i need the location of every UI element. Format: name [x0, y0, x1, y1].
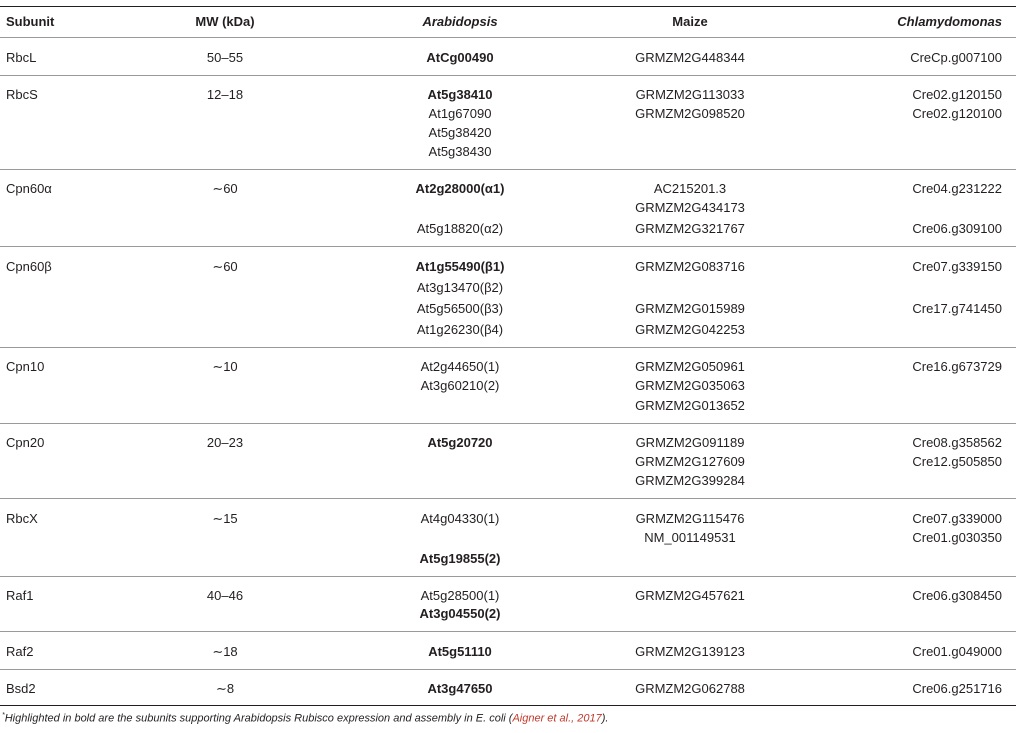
- cell-maize: GRMZM2G050961: [635, 359, 745, 374]
- cell-chlamydomonas: Cre02.g120100: [912, 106, 1002, 121]
- cell-mw: 40–46: [206, 588, 244, 603]
- table-top-rule: [0, 6, 1016, 7]
- cell-subunit: Raf2: [6, 644, 34, 659]
- cell-maize: GRMZM2G083716: [635, 259, 745, 274]
- header-mw: MW (kDa): [195, 14, 255, 29]
- header-rule: [0, 37, 1016, 38]
- row-divider: [0, 246, 1016, 247]
- cell-maize: GRMZM2G042253: [635, 322, 745, 337]
- cell-arabidopsis: At3g04550(2): [419, 606, 501, 621]
- footnote-citation-link[interactable]: Aigner et al., 2017: [512, 712, 602, 725]
- row-divider: [0, 669, 1016, 670]
- cell-arabidopsis: At5g38420: [428, 125, 492, 140]
- cell-maize: GRMZM2G091189: [635, 435, 745, 450]
- cell-arabidopsis: AtCg00490: [426, 50, 494, 65]
- footnote-marker: *: [2, 712, 5, 719]
- cell-arabidopsis: At4g04330(1): [420, 511, 500, 526]
- cell-maize: GRMZM2G127609: [635, 454, 745, 469]
- cell-maize: GRMZM2G015989: [635, 301, 745, 316]
- cell-maize: GRMZM2G115476: [635, 511, 745, 526]
- cell-maize: GRMZM2G434173: [635, 200, 745, 215]
- cell-mw: ∼15: [212, 511, 238, 526]
- cell-subunit: RbcL: [6, 50, 37, 65]
- cell-mw: ∼18: [212, 644, 238, 659]
- cell-chlamydomonas: Cre16.g673729: [912, 359, 1002, 374]
- cell-chlamydomonas: Cre01.g030350: [912, 530, 1002, 545]
- cell-mw: ∼60: [212, 181, 238, 196]
- cell-subunit: RbcX: [6, 511, 38, 526]
- cell-mw: ∼8: [215, 681, 235, 696]
- cell-mw: ∼10: [212, 359, 238, 374]
- cell-subunit: Cpn10: [6, 359, 45, 374]
- cell-arabidopsis: At5g28500(1): [420, 588, 500, 603]
- header-maize: Maize: [672, 14, 708, 29]
- cell-arabidopsis: At5g18820(α2): [416, 221, 504, 236]
- cell-subunit: Raf1: [6, 588, 34, 603]
- cell-arabidopsis: At5g56500(β3): [416, 301, 504, 316]
- cell-subunit: Bsd2: [6, 681, 36, 696]
- cell-arabidopsis: At5g38430: [428, 144, 492, 159]
- cell-maize: GRMZM2G139123: [635, 644, 745, 659]
- cell-maize: GRMZM2G062788: [635, 681, 745, 696]
- cell-arabidopsis: At5g51110: [428, 644, 492, 659]
- cell-arabidopsis: At3g47650: [427, 681, 493, 696]
- cell-arabidopsis: At5g38410: [427, 87, 493, 102]
- cell-chlamydomonas: Cre01.g049000: [912, 644, 1002, 659]
- cell-chlamydomonas: Cre17.g741450: [912, 301, 1002, 316]
- header-chlamydomonas: Chlamydomonas: [897, 14, 1002, 29]
- cell-arabidopsis: At3g13470(β2): [416, 280, 504, 295]
- cell-maize: AC215201.3: [653, 181, 727, 196]
- row-divider: [0, 75, 1016, 76]
- cell-subunit: Cpn20: [6, 435, 45, 450]
- cell-chlamydomonas: Cre07.g339150: [912, 259, 1002, 274]
- cell-chlamydomonas: Cre08.g358562: [912, 435, 1002, 450]
- cell-chlamydomonas: Cre04.g231222: [912, 181, 1002, 196]
- cell-maize: GRMZM2G098520: [635, 106, 745, 121]
- footnote-text: Highlighted in bold are the subunits supporting Arabidopsis Rubisco expression and assembly in E. coli (: [4, 712, 513, 725]
- table-footnote: [2, 712, 608, 725]
- cell-arabidopsis: At1g55490(β1): [415, 259, 505, 274]
- row-divider: [0, 423, 1016, 424]
- cell-chlamydomonas: Cre06.g308450: [912, 588, 1002, 603]
- cell-arabidopsis: At1g26230(β4): [416, 322, 504, 337]
- cell-maize: GRMZM2G013652: [635, 398, 745, 413]
- cell-chlamydomonas: Cre06.g251716: [912, 681, 1002, 696]
- header-arabidopsis: Arabidopsis: [422, 14, 498, 29]
- cell-arabidopsis: At5g20720: [427, 435, 493, 450]
- cell-maize: GRMZM2G457621: [635, 588, 745, 603]
- cell-chlamydomonas: CreCp.g007100: [910, 50, 1002, 65]
- cell-maize: GRMZM2G399284: [635, 473, 745, 488]
- cell-chlamydomonas: Cre12.g505850: [912, 454, 1002, 469]
- cell-chlamydomonas: Cre06.g309100: [912, 221, 1002, 236]
- cell-mw: ∼60: [212, 259, 238, 274]
- row-divider: [0, 576, 1016, 577]
- cell-maize: NM_001149531: [644, 530, 736, 545]
- cell-subunit: Cpn60β: [6, 259, 52, 274]
- cell-subunit: RbcS: [6, 87, 38, 102]
- cell-mw: 50–55: [206, 50, 244, 65]
- cell-chlamydomonas: Cre07.g339000: [912, 511, 1002, 526]
- cell-arabidopsis: At1g67090: [428, 106, 492, 121]
- cell-arabidopsis: At2g44650(1): [420, 359, 500, 374]
- row-divider: [0, 631, 1016, 632]
- cell-maize: GRMZM2G448344: [635, 50, 745, 65]
- table-bottom-rule: [0, 705, 1016, 706]
- row-divider: [0, 498, 1016, 499]
- cell-subunit: Cpn60α: [6, 181, 52, 196]
- cell-arabidopsis: At5g19855(2): [419, 551, 501, 566]
- cell-arabidopsis: At3g60210(2): [420, 378, 500, 393]
- cell-chlamydomonas: Cre02.g120150: [912, 87, 1002, 102]
- cell-mw: 20–23: [206, 435, 244, 450]
- cell-maize: GRMZM2G321767: [635, 221, 745, 236]
- row-divider: [0, 169, 1016, 170]
- header-subunit: Subunit: [6, 14, 55, 29]
- footnote-close: ).: [601, 712, 609, 725]
- row-divider: [0, 347, 1016, 348]
- cell-mw: 12–18: [206, 87, 244, 102]
- cell-arabidopsis: At2g28000(α1): [415, 181, 505, 196]
- cell-maize: GRMZM2G113033: [635, 87, 745, 102]
- cell-maize: GRMZM2G035063: [635, 378, 745, 393]
